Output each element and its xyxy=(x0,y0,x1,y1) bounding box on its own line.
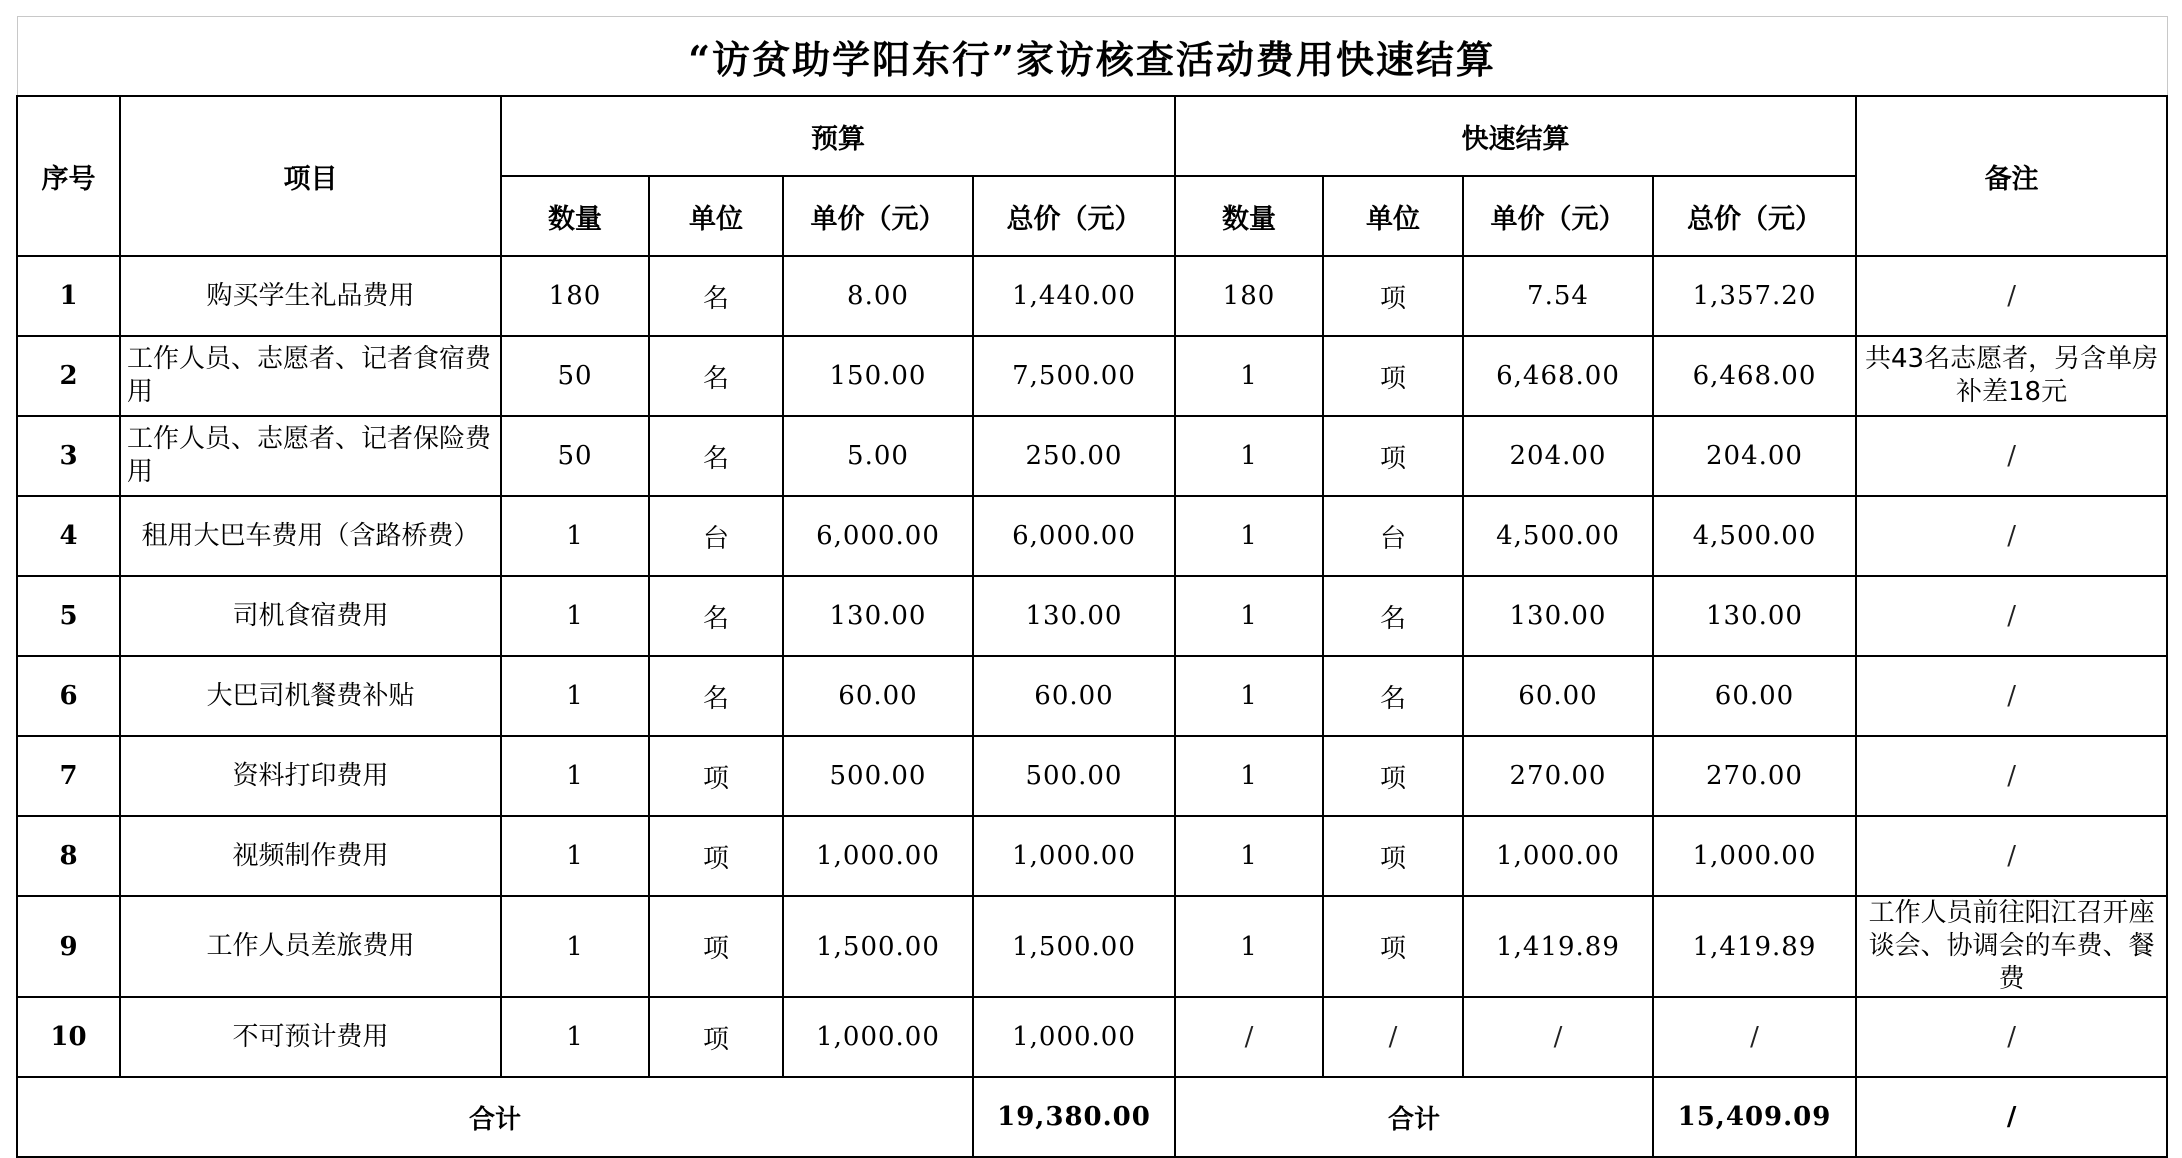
budget-qty: 1 xyxy=(501,816,649,896)
row-remark: / xyxy=(1856,256,2167,336)
budget-qty: 50 xyxy=(501,416,649,496)
budget-qty: 180 xyxy=(501,256,649,336)
budget-total-price: 1,000.00 xyxy=(973,997,1175,1077)
settle-total-price: 1,000.00 xyxy=(1653,816,1856,896)
budget-unit-price: 500.00 xyxy=(783,736,973,816)
settle-unit: 项 xyxy=(1323,736,1463,816)
budget-unit-price: 5.00 xyxy=(783,416,973,496)
row-remark: / xyxy=(1856,416,2167,496)
settle-grand-total: 15,409.09 xyxy=(1653,1077,1856,1157)
row-item: 工作人员、志愿者、记者食宿费用 xyxy=(120,336,501,416)
budget-unit: 项 xyxy=(649,997,783,1077)
budget-total-price: 130.00 xyxy=(973,576,1175,656)
row-number: 3 xyxy=(17,416,120,496)
budget-qty: 50 xyxy=(501,336,649,416)
row-remark: 工作人员前往阳江召开座谈会、协调会的车费、餐费 xyxy=(1856,896,2167,997)
budget-qty: 1 xyxy=(501,496,649,576)
settle-qty: 1 xyxy=(1175,416,1323,496)
settle-unit: 名 xyxy=(1323,576,1463,656)
row-number: 6 xyxy=(17,656,120,736)
row-number: 9 xyxy=(17,896,120,997)
budget-total-price: 6,000.00 xyxy=(973,496,1175,576)
budget-total-label: 合计 xyxy=(17,1077,973,1157)
budget-total-price: 500.00 xyxy=(973,736,1175,816)
table-row xyxy=(17,416,2167,496)
row-remark: / xyxy=(1856,997,2167,1077)
row-number: 8 xyxy=(17,816,120,896)
budget-unit: 名 xyxy=(649,416,783,496)
header-settle-total-price: 总价（元） xyxy=(1653,176,1856,256)
table-row xyxy=(17,656,2167,736)
header-settle-qty: 数量 xyxy=(1175,176,1323,256)
settle-total-price: 1,419.89 xyxy=(1653,896,1856,997)
budget-total-price: 1,000.00 xyxy=(973,816,1175,896)
settle-total-price: 1,357.20 xyxy=(1653,256,1856,336)
budget-total-price: 1,440.00 xyxy=(973,256,1175,336)
row-item: 购买学生礼品费用 xyxy=(120,256,501,336)
budget-total-price: 60.00 xyxy=(973,656,1175,736)
settle-unit-price: 130.00 xyxy=(1463,576,1653,656)
row-number: 10 xyxy=(17,997,120,1077)
table-row xyxy=(17,997,2167,1077)
page-title: “访贫助学阳东行”家访核查活动费用快速结算 xyxy=(17,17,2167,97)
budget-unit: 项 xyxy=(649,816,783,896)
settle-unit-price: 60.00 xyxy=(1463,656,1653,736)
settle-total-price: 4,500.00 xyxy=(1653,496,1856,576)
row-remark: / xyxy=(1856,496,2167,576)
header-remark: 备注 xyxy=(1856,96,2167,256)
settle-qty: 1 xyxy=(1175,496,1323,576)
settle-unit-price: 1,419.89 xyxy=(1463,896,1653,997)
settle-unit-price: 7.54 xyxy=(1463,256,1653,336)
budget-unit-price: 150.00 xyxy=(783,336,973,416)
settle-total-price: 204.00 xyxy=(1653,416,1856,496)
row-remark: / xyxy=(1856,656,2167,736)
settle-unit: 台 xyxy=(1323,496,1463,576)
header-budget-qty: 数量 xyxy=(501,176,649,256)
row-item: 资料打印费用 xyxy=(120,736,501,816)
settle-unit: 项 xyxy=(1323,336,1463,416)
row-item: 工作人员差旅费用 xyxy=(120,896,501,997)
row-number: 4 xyxy=(17,496,120,576)
settle-qty: 1 xyxy=(1175,816,1323,896)
table-row xyxy=(17,896,2167,997)
table-row xyxy=(17,496,2167,576)
totals-remark: / xyxy=(1856,1077,2167,1157)
budget-unit: 名 xyxy=(649,256,783,336)
budget-unit: 名 xyxy=(649,656,783,736)
settle-qty: 1 xyxy=(1175,656,1323,736)
budget-qty: 1 xyxy=(501,896,649,997)
budget-unit-price: 6,000.00 xyxy=(783,496,973,576)
row-remark: / xyxy=(1856,576,2167,656)
budget-qty: 1 xyxy=(501,997,649,1077)
settle-total-label: 合计 xyxy=(1175,1077,1653,1157)
budget-unit-price: 1,000.00 xyxy=(783,997,973,1077)
budget-unit: 名 xyxy=(649,576,783,656)
budget-total-price: 250.00 xyxy=(973,416,1175,496)
settle-unit-price: 6,468.00 xyxy=(1463,336,1653,416)
settle-unit: 名 xyxy=(1323,656,1463,736)
budget-total-price: 1,500.00 xyxy=(973,896,1175,997)
budget-total-price: 7,500.00 xyxy=(973,336,1175,416)
settle-total-price: / xyxy=(1653,997,1856,1077)
header-settle-unit: 单位 xyxy=(1323,176,1463,256)
settle-unit: 项 xyxy=(1323,896,1463,997)
row-number: 7 xyxy=(17,736,120,816)
budget-unit: 项 xyxy=(649,896,783,997)
settle-unit-price: 270.00 xyxy=(1463,736,1653,816)
budget-unit-price: 1,000.00 xyxy=(783,816,973,896)
header-budget-total-price: 总价（元） xyxy=(973,176,1175,256)
settle-unit-price: 4,500.00 xyxy=(1463,496,1653,576)
budget-unit-price: 8.00 xyxy=(783,256,973,336)
header-budget-unit-price: 单价（元） xyxy=(783,176,973,256)
budget-unit: 项 xyxy=(649,736,783,816)
settle-unit-price: 1,000.00 xyxy=(1463,816,1653,896)
settle-total-price: 60.00 xyxy=(1653,656,1856,736)
row-number: 1 xyxy=(17,256,120,336)
row-remark: / xyxy=(1856,816,2167,896)
row-item: 司机食宿费用 xyxy=(120,576,501,656)
row-remark: 共43名志愿者，另含单房补差18元 xyxy=(1856,336,2167,416)
row-number: 2 xyxy=(17,336,120,416)
table-row xyxy=(17,816,2167,896)
budget-unit-price: 130.00 xyxy=(783,576,973,656)
header-item: 项目 xyxy=(120,96,501,256)
row-item: 大巴司机餐费补贴 xyxy=(120,656,501,736)
settle-qty: 1 xyxy=(1175,896,1323,997)
row-number: 5 xyxy=(17,576,120,656)
header-budget-unit: 单位 xyxy=(649,176,783,256)
settle-unit: 项 xyxy=(1323,816,1463,896)
settle-qty: 1 xyxy=(1175,736,1323,816)
header-settle: 快速结算 xyxy=(1175,96,1856,176)
row-item: 工作人员、志愿者、记者保险费用 xyxy=(120,416,501,496)
settle-qty: 1 xyxy=(1175,336,1323,416)
settle-total-price: 130.00 xyxy=(1653,576,1856,656)
settle-unit: 项 xyxy=(1323,256,1463,336)
table-row xyxy=(17,256,2167,336)
row-item: 不可预计费用 xyxy=(120,997,501,1077)
budget-qty: 1 xyxy=(501,576,649,656)
settle-qty: / xyxy=(1175,997,1323,1077)
settle-unit-price: / xyxy=(1463,997,1653,1077)
settle-qty: 1 xyxy=(1175,576,1323,656)
settle-total-price: 6,468.00 xyxy=(1653,336,1856,416)
settlement-table xyxy=(16,16,2168,1158)
settle-unit-price: 204.00 xyxy=(1463,416,1653,496)
header-budget: 预算 xyxy=(501,96,1175,176)
budget-unit-price: 60.00 xyxy=(783,656,973,736)
table-row xyxy=(17,736,2167,816)
settle-qty: 180 xyxy=(1175,256,1323,336)
header-settle-unit-price: 单价（元） xyxy=(1463,176,1653,256)
table-row xyxy=(17,336,2167,416)
settle-unit: / xyxy=(1323,997,1463,1077)
budget-grand-total: 19,380.00 xyxy=(973,1077,1175,1157)
row-item: 视频制作费用 xyxy=(120,816,501,896)
row-item: 租用大巴车费用（含路桥费） xyxy=(120,496,501,576)
settle-total-price: 270.00 xyxy=(1653,736,1856,816)
budget-qty: 1 xyxy=(501,656,649,736)
budget-unit-price: 1,500.00 xyxy=(783,896,973,997)
totals-row xyxy=(17,1077,2167,1157)
row-remark: / xyxy=(1856,736,2167,816)
header-seq: 序号 xyxy=(17,96,120,256)
budget-qty: 1 xyxy=(501,736,649,816)
budget-unit: 台 xyxy=(649,496,783,576)
budget-unit: 名 xyxy=(649,336,783,416)
settle-unit: 项 xyxy=(1323,416,1463,496)
table-row xyxy=(17,576,2167,656)
